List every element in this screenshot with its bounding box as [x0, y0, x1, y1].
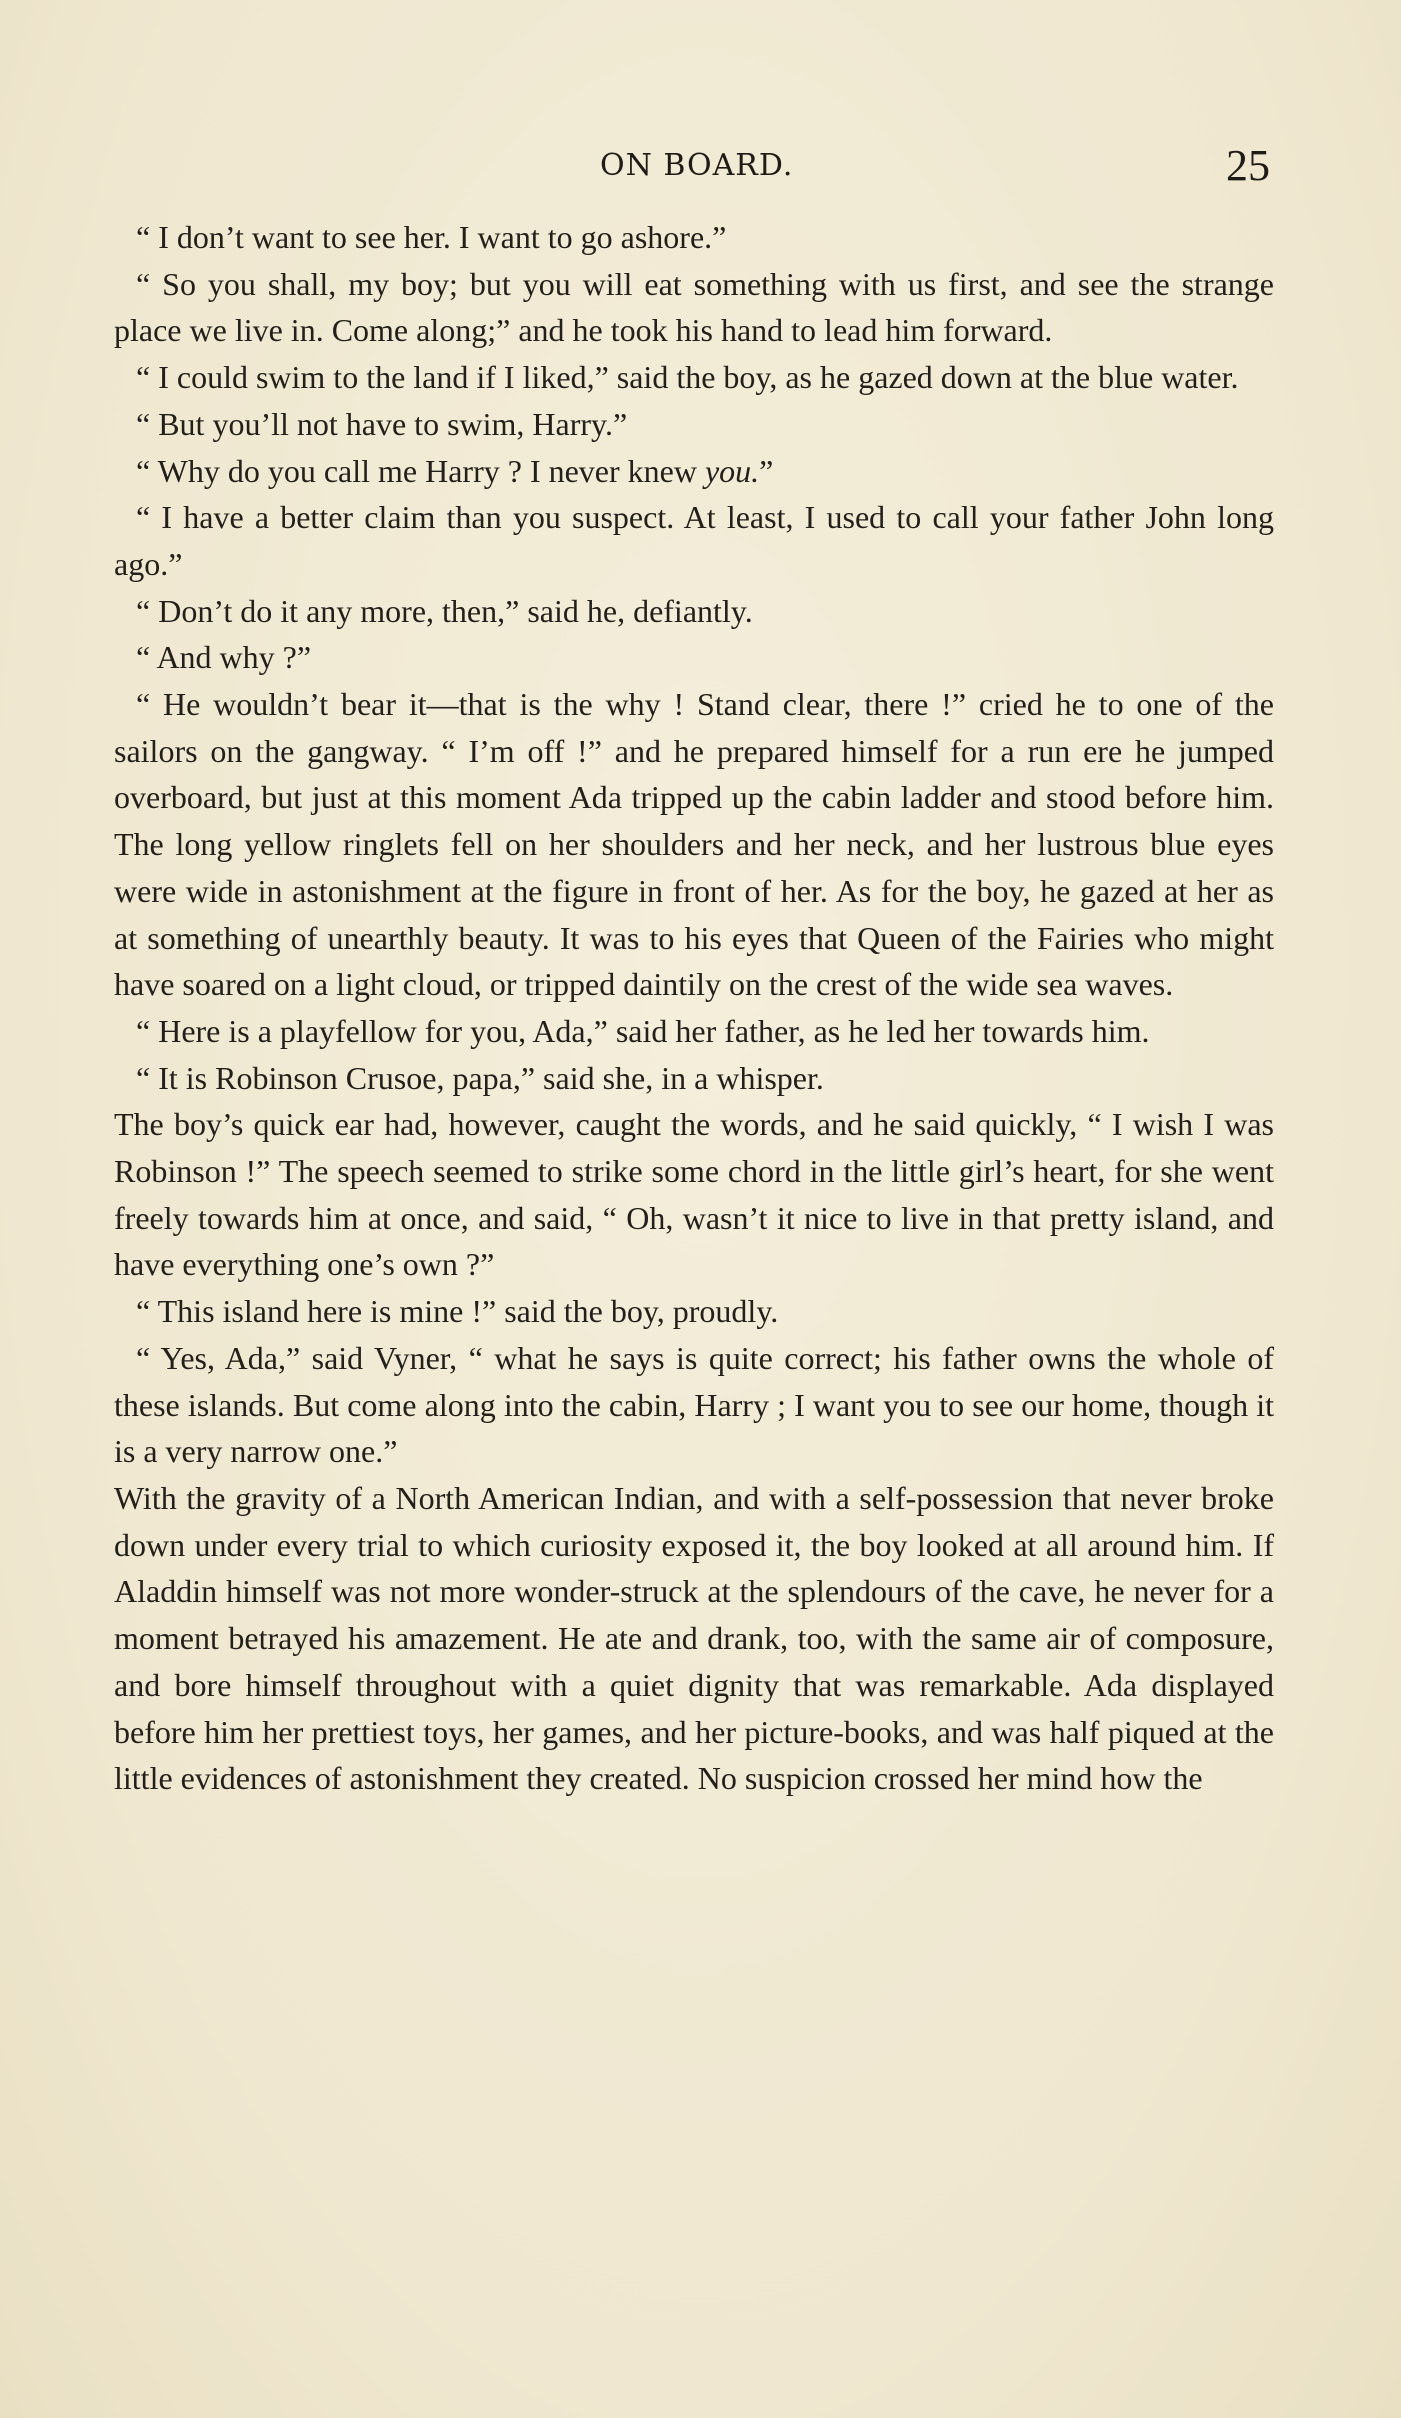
paragraph-1: “ I don’t want to see her. I want to go ashore.”	[136, 219, 727, 255]
paragraph-4: “ But you’ll not have to swim, Harry.”	[136, 405, 628, 442]
paragraph-5-start: “ Why do you call me Harry ? I never knew	[136, 452, 705, 489]
paragraph-12: The boy’s quick ear had, however, caught the words, and he said quickly, “ I wish I was Robinson !” The speech seemed to strike some chord in the little girl’s heart, for she went freely towards him at once, and said, “ Oh, wasn’t it nice to live in that pretty island, and have everything one’s own ?”	[114, 1106, 1274, 1283]
paragraph-6: “ I have a better claim than you suspect. At least, I used to call your father John long ago.”	[114, 499, 1274, 582]
paragraph-15: With the gravity of a North American Indian, and with a self-possession that never broke down under every trial to which curiosity exposed it, the boy looked at all around him. If Aladdin himself was not more wonder-struck at the splendours of the cave, he never for a moment betrayed his amazement. He ate and drank, too, with the same air of composure, and bore himself throughout with a quiet dignity that was remarkable. Ada displayed before him her prettiest toys, her games, and her picture-books, and was half piqued at the little evidences of astonishment they created. No suspicion crossed her mind how the	[114, 1479, 1274, 1797]
running-title: ON BOARD.	[600, 148, 794, 183]
paragraph-3: “ I could swim to the land if I liked,” said the boy, as he gazed down at the blue water.	[136, 359, 1239, 396]
paragraph-11: “ It is Robinson Crusoe, papa,” said she, in a whisper.	[136, 1059, 824, 1096]
paragraph-7: “ Don’t do it any more, then,” said he, defiantly.	[136, 592, 753, 629]
paragraph-9: “ He wouldn’t bear it—that is the why ! Stand clear, there !” cried he to one of the sailors on the gangway. “ I’m off !” and he prepared himself for a run ere he jumped overboard, but just at this moment Ada tripped up the cabin ladder and stood before him. The long yellow ringlets fell on her shoulders and her neck, and her lustrous blue eyes were wide in astonishment at the figure in front of her. As for the boy, he gazed at her as at something of unearthly beauty. It was to his eyes that Queen of the Fairies who might have soared on a light cloud, or tripped daintily on the crest of the wide sea waves.	[114, 686, 1274, 1003]
page-number: 25	[1226, 141, 1270, 190]
paragraph-13: “ This island here is mine !” said the boy, proudly.	[136, 1293, 779, 1330]
body-text	[114, 214, 1274, 1802]
paragraph-5	[114, 448, 1274, 495]
paragraph-10: “ Here is a playfellow for you, Ada,” said her father, as he led her towards him.	[136, 1012, 1150, 1049]
paragraph-5-end: ”	[759, 452, 774, 489]
emphasized-word: you.	[704, 452, 760, 489]
paragraph-14: “ Yes, Ada,” said Vyner, “ what he says is quite correct; his father owns the whole of these islands. But come along into the cabin, Harry ; I want you to see our home, though it is a very narrow one.”	[114, 1339, 1274, 1470]
paragraph-8: “ And why ?”	[136, 639, 312, 676]
paragraph-2: “ So you shall, my boy; but you will eat something with us first, and see the strange place we live in. Come along;” and he took his hand to lead him forward.	[114, 265, 1274, 349]
